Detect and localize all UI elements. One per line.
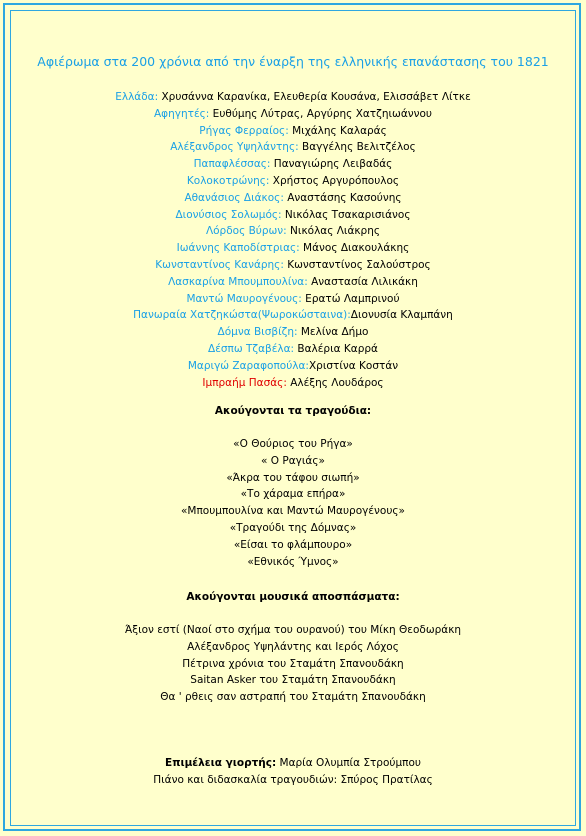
cast-row bbox=[12, 156, 574, 173]
song-item: «Ο Θούριος του Ρήγα» bbox=[233, 438, 353, 450]
editor-name: Μαρία Ολυμπία Στρούμπου bbox=[276, 757, 421, 769]
cast-role: Αφηγητές: bbox=[154, 107, 210, 120]
cast-role: Μαντώ Μαυρογένους: bbox=[186, 292, 302, 305]
song-item: «Τραγούδι της Δόμνας» bbox=[229, 521, 357, 534]
songs-list bbox=[12, 436, 574, 570]
editor-line bbox=[12, 755, 574, 772]
music-list bbox=[12, 622, 574, 706]
cast-role: Μαριγώ Ζαραφοπούλα: bbox=[187, 359, 309, 372]
cast-row bbox=[12, 139, 574, 156]
song-item: «Είσαι το φλάμπουρο» bbox=[233, 538, 353, 551]
cast-actor: Διονυσία Κλαμπάνη bbox=[350, 309, 453, 322]
cast-role: Αθανάσιος Διάκος: bbox=[184, 191, 284, 204]
cast-role: Λασκαρίνα Μπουμπουλίνα: bbox=[168, 275, 308, 288]
cast-row bbox=[12, 190, 574, 207]
cast-role: Ρήγας Φερραίος: bbox=[199, 124, 289, 137]
cast-row bbox=[12, 291, 574, 308]
cast-actor: Χρήστος Αργυρόπουλος bbox=[269, 174, 400, 187]
credits-section bbox=[12, 755, 574, 789]
music-item: Saitan Asker του Σταμάτη Σπανουδάκη bbox=[190, 674, 396, 687]
cast-actor: Ευθύμης Λύτρας, Αργύρης Χατζηιωάννου bbox=[209, 107, 432, 120]
cast-role: Ιωάννης Καποδίστριας: bbox=[176, 242, 300, 255]
cast-actor: Χριστίνα Κοστάν bbox=[308, 359, 399, 372]
editor-label: Επιμέλεια γιορτής: bbox=[165, 757, 277, 769]
piano-line: Πιάνο και διδασκαλία τραγουδιών: Σπύρος Πρατίλας bbox=[153, 773, 433, 786]
cast-role: Ελλάδα: bbox=[115, 91, 159, 103]
music-section bbox=[12, 589, 574, 706]
cast-row bbox=[12, 257, 574, 274]
page-title: Αφιέρωμα στα 200 χρόνια από την έναρξη της ελληνικής επανάστασης του 1821 bbox=[37, 54, 549, 69]
cast-row bbox=[12, 223, 574, 240]
cast-row bbox=[12, 89, 574, 106]
cast-actor: Βαγγέλης Βελιτζέλος bbox=[298, 141, 416, 154]
cast-actor: Ερατώ Λαμπρινού bbox=[301, 292, 400, 305]
cast-role: Δέσπω Τζαβέλα: bbox=[208, 342, 295, 355]
cast-actor: Μάνος Διακουλάκης bbox=[299, 242, 410, 255]
cast-row bbox=[12, 106, 574, 123]
cast-actor: Βαλέρια Καρρά bbox=[294, 342, 378, 355]
songs-section bbox=[12, 403, 574, 570]
cast-row bbox=[12, 240, 574, 257]
cast-list bbox=[12, 89, 574, 391]
cast-actor: Μελίνα Δήμο bbox=[297, 326, 369, 339]
song-item: « Ο Ραγιάς» bbox=[261, 454, 325, 467]
music-item: Άξιον εστί (Ναοί στο σχήμα του ουρανού) του Μίκη Θεοδωράκη bbox=[124, 624, 462, 636]
cast-actor: Κωνσταντίνος Σαλούστρος bbox=[283, 258, 431, 271]
cast-row bbox=[12, 274, 574, 291]
cast-actor: Μιχάλης Καλαράς bbox=[288, 124, 387, 137]
music-item: Αλέξανδρος Υψηλάντης και Ιερός Λόχος bbox=[187, 640, 399, 653]
cast-actor: Νικόλας Τσακαρισιάνος bbox=[281, 208, 411, 221]
cast-row bbox=[12, 324, 574, 341]
music-item: Θα ' ρθεις σαν αστραπή του Σταμάτη Σπανουδάκη bbox=[160, 691, 426, 704]
cast-row bbox=[12, 375, 574, 392]
cast-actor: Αλέξης Λουδάρος bbox=[286, 376, 384, 389]
cast-role: Κολοκοτρώνης: bbox=[186, 174, 270, 187]
cast-row bbox=[12, 307, 574, 324]
cast-role: Κωνσταντίνος Κανάρης: bbox=[155, 258, 284, 271]
song-item: «Άκρα του τάφου σιωπή» bbox=[226, 471, 360, 484]
song-item: «Μπουμπουλίνα και Μαντώ Μαυρογένους» bbox=[181, 505, 405, 518]
cast-actor: Νικόλας Λιάκρης bbox=[286, 225, 381, 238]
cast-role: Παπαφλέσσας: bbox=[193, 158, 271, 171]
cast-role: Ιμπραήμ Πασάς: bbox=[202, 376, 287, 389]
cast-role: Αλέξανδρος Υψηλάντης: bbox=[170, 141, 299, 154]
cast-row bbox=[12, 358, 574, 375]
cast-row bbox=[12, 173, 574, 190]
cast-actor: Παναγιώρης Λειβαδάς bbox=[270, 158, 393, 171]
songs-heading: Ακούγονται τα τραγούδια: bbox=[214, 405, 372, 417]
cast-row bbox=[12, 341, 574, 358]
music-heading: Ακούγονται μουσικά αποσπάσματα: bbox=[186, 591, 400, 603]
music-item: Πέτρινα χρόνια του Σταμάτη Σπανουδάκη bbox=[182, 657, 404, 670]
song-item: «Το χάραμα επήρα» bbox=[240, 488, 346, 501]
cast-row bbox=[12, 123, 574, 140]
cast-role: Λόρδος Βύρων: bbox=[205, 225, 287, 238]
cast-actor: Αναστασία Λιλικάκη bbox=[307, 275, 418, 288]
cast-row bbox=[12, 207, 574, 224]
cast-actor: Χρυσάννα Καρανίκα, Ελευθερία Κουσάνα, Ελισσάβετ Λίτκε bbox=[158, 91, 471, 103]
cast-role: Δόμνα Βισβίζη: bbox=[217, 326, 298, 339]
cast-role: Διονύσιος Σολωμός: bbox=[175, 208, 282, 221]
cast-actor: Αναστάσης Κασούνης bbox=[283, 191, 402, 204]
song-item: «Εθνικός Ύμνος» bbox=[247, 555, 339, 568]
cast-role: Πανωραία Χατζηκώστα(Ψωροκώσταινα): bbox=[133, 309, 351, 322]
